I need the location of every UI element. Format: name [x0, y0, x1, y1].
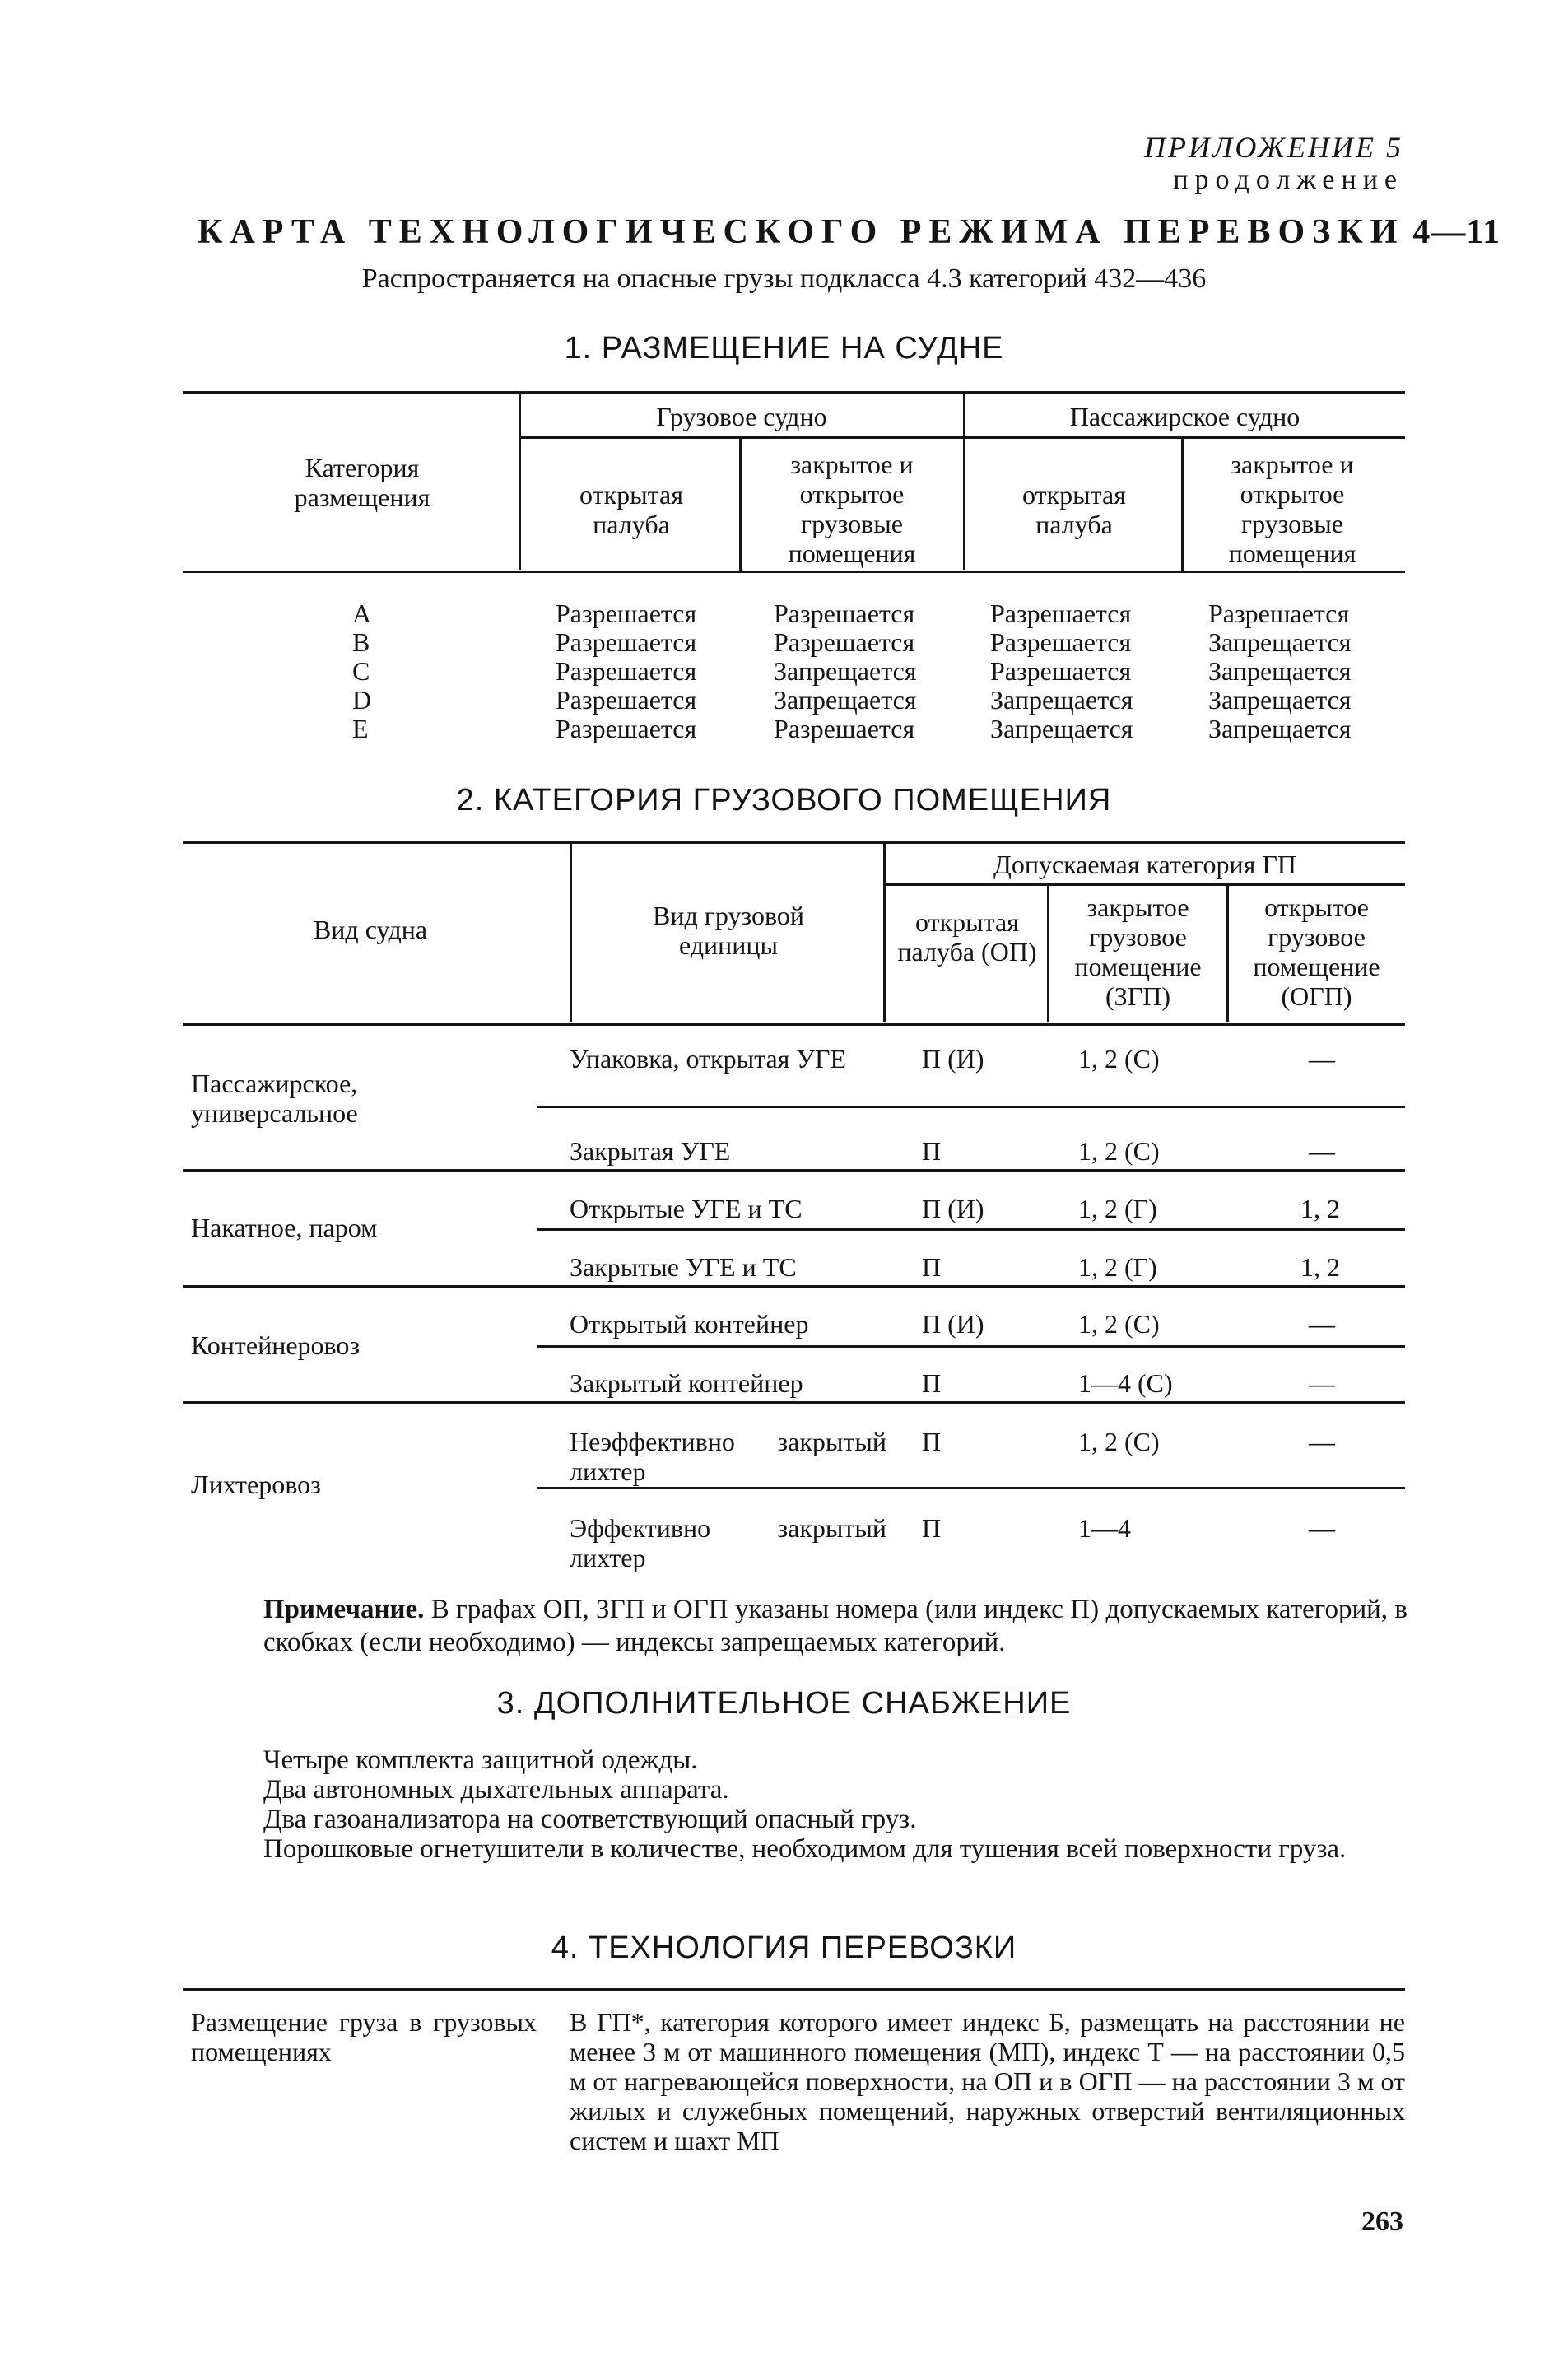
- section2-title: 2. КАТЕГОРИЯ ГРУЗОВОГО ПОМЕЩЕНИЯ: [456, 783, 1112, 817]
- col-op: открытая палуба (ОП): [897, 907, 1037, 967]
- ship-name: Лихтеровоз: [191, 1470, 321, 1499]
- tech-text: В ГП*, категория которого имеет индекс Б, размещать на расстоянии не менее 3 м от машинного помещения (МП), индекс Т — на расстоянии 0,5 м от нагревающейся поверхности, на ОП и в ОГП — на расстоянии 3 м от жилых и служебных помещений, наружных отверстий вентиляционных систем и шахт МП: [570, 2007, 1405, 2155]
- appendix-label: ПРИЛОЖЕНИЕ 5: [1144, 131, 1403, 164]
- group-passenger-ship: Пассажирское судно: [1069, 402, 1300, 431]
- title-text: КАРТА ТЕХНОЛОГИЧЕСКОГО РЕЖИМА ПЕРЕВОЗКИ: [198, 213, 1405, 251]
- col-cargo-holds: закрытое и открытое грузовые помещения: [788, 450, 916, 568]
- subtitle: Распространяется на опасные грузы подкласса 4.3 категорий 432—436: [361, 263, 1207, 294]
- note-text: В графах ОП, ЗГП и ОГП указаны номера (или индекс П) допускаемых категорий, в скобках (если необходимо) — индексы запрещаемых категорий.: [263, 1595, 1408, 1657]
- col-zgp: закрытое грузовое помещение (ЗГП): [1074, 892, 1202, 1011]
- cargo-space-table: Вид судна Вид грузовой единицы Допускаемая категория ГП открытая палуба (ОП) закрытое грузовое помещение (ЗГП) открытое грузовое помещение (ОГП) Пассажирское, универсальное Упаковка, открытая УГЕ П (И) 1, 2 (С) — Закрытая УГЕ П 1, 2 (С) — Накатное, паром Открытые УГЕ и ТС П (И) 1, 2 (Г) 1, 2 Закрытые УГЕ и ТС П 1, 2 (Г) 1, 2 Контейнеровоз Открытый контейнер П (И) 1, 2 (С) — Закрытый контейнер П 1—4 (С) — Лихтеровоз Неэффективно закрытый лихтер П 1, 2 (С) — Эффективно закрытый лихтер П 1—4 —: [0, 0, 1568, 1581]
- list-item: Четыре комплекта защитной одежды.: [263, 1745, 698, 1775]
- note-label: Примечание.: [263, 1595, 425, 1624]
- title-code: 4—11: [1412, 213, 1501, 251]
- group-allowed-category: Допускаемая категория ГП: [993, 850, 1296, 879]
- section1-title: 1. РАЗМЕЩЕНИЕ НА СУДНЕ: [564, 331, 1004, 366]
- col-ship-type: Вид судна: [313, 915, 428, 944]
- list-item: Два газоанализатора на соответствующий опасный груз.: [263, 1805, 917, 1834]
- continuation-label: продолжение: [1173, 165, 1403, 195]
- group-cargo-ship: Грузовое судно: [656, 402, 827, 431]
- ship-name: Контейнеровоз: [191, 1330, 361, 1360]
- col-ogp: открытое грузовое помещение (ОГП): [1253, 892, 1380, 1011]
- col-passenger-holds: закрытое и открытое грузовые помещения: [1228, 450, 1356, 568]
- page-number: 263: [1361, 2206, 1403, 2237]
- tech-label: Размещение груза в грузовых помещениях: [191, 2007, 537, 2066]
- section4-title: 4. ТЕХНОЛОГИЯ ПЕРЕВОЗКИ: [551, 1931, 1017, 1965]
- col-category: Категория размещения: [294, 453, 430, 512]
- ship-name: Накатное, паром: [191, 1213, 378, 1242]
- col-passenger-open-deck: открытая палуба: [1022, 480, 1126, 539]
- col-unit-type: Вид грузовой единицы: [653, 901, 804, 960]
- list-item: Два автономных дыхательных аппарата.: [263, 1775, 729, 1805]
- col-cargo-open-deck: открытая палуба: [579, 480, 683, 539]
- list-item: Порошковые огнетушители в количестве, необходимом для тушения всей поверхности груза.: [263, 1834, 1347, 1864]
- section3-title: 3. ДОПОЛНИТЕЛЬНОЕ СНАБЖЕНИЕ: [496, 1686, 1072, 1721]
- placement-table: Категория размещения Грузовое судно Пассажирское судно открытая палуба закрытое и открытое грузовые помещения открытая палуба закрытое и открытое грузовые помещения A Разрешается Разрешается Разрешается Разрешается B Разрешается Разрешается Разрешается Запрещается C Разрешается Запрещается Разрешается Запрещается D Разрешается Запрещается Запрещается Запрещается E Разрешается Разрешается Запрещается Запрещается: [0, 0, 1568, 774]
- ship-name: Пассажирское, универсальное: [191, 1069, 358, 1128]
